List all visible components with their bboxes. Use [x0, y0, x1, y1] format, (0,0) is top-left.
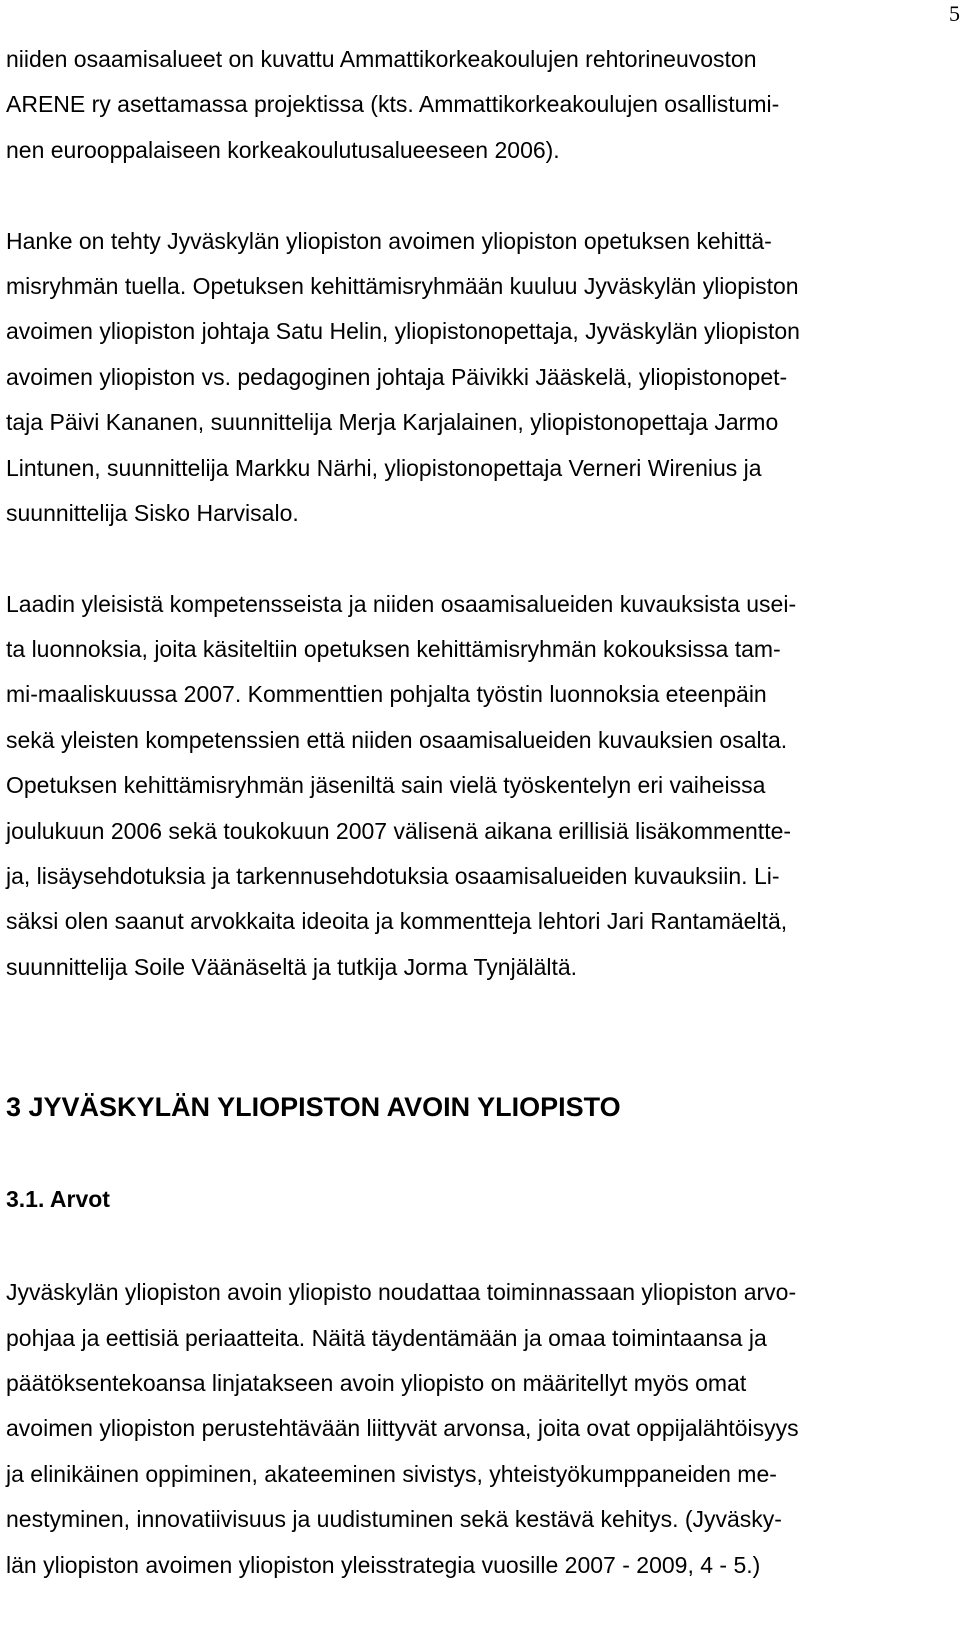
- text-line: pohjaa ja eettisiä periaatteita. Näitä täydentämään ja omaa toimintaansa ja: [6, 1324, 767, 1351]
- text-line: län yliopiston avoimen yliopiston yleisstrategia vuosille 2007 - 2009, 4 - 5.): [6, 1551, 761, 1578]
- text-line: Opetuksen kehittämisryhmän jäseniltä sain vielä työskentelyn eri vaiheissa: [6, 772, 766, 799]
- text-line: niiden osaamisalueet on kuvattu Ammattikorkeakoulujen rehtorineuvoston: [6, 46, 757, 72]
- text-line: Jyväskylän yliopiston avoin yliopisto noudattaa toiminnassaan yliopiston arvo-: [6, 1279, 797, 1306]
- paragraph-drafts: [6, 582, 926, 991]
- text-line: taja Päivi Kananen, suunnittelija Merja Karjalainen, yliopistonopettaja Jarmo: [6, 409, 779, 436]
- section-heading: 3.1. Arvot: [6, 1186, 110, 1213]
- text-line: misryhmän tuella. Opetuksen kehittämisryhmään kuuluu Jyväskylän yliopiston: [6, 272, 799, 299]
- heading-gap: [6, 1130, 926, 1177]
- text-line: Laadin yleisistä kompetensseista ja niiden osaamisalueiden kuvauksista usei-: [6, 590, 797, 617]
- text-line: nen eurooppalaiseen korkeakoulutusalueeseen 2006).: [6, 136, 560, 163]
- heading-gap: [6, 1222, 926, 1270]
- text-line: Hanke on tehty Jyväskylän yliopiston avoimen yliopiston opetuksen kehittä-: [6, 227, 772, 254]
- chapter-heading: 3 JYVÄSKYLÄN YLIOPISTON AVOIN YLIOPISTO: [6, 1092, 621, 1123]
- paragraph-values: [6, 1270, 926, 1588]
- text-line: avoimen yliopiston perustehtävään liittyvät arvonsa, joita ovat oppijalähtöisyys: [6, 1415, 799, 1442]
- text-line: mi-maaliskuussa 2007. Kommenttien pohjalta työstin luonnoksia eteenpäin: [6, 681, 767, 708]
- text-line: suunnittelija Soile Väänäseltä ja tutkija Jorma Tynjälältä.: [6, 953, 578, 980]
- text-line: ta luonnoksia, joita käsiteltiin opetuksen kehittämisryhmän kokouksissa tam-: [6, 636, 781, 663]
- text-line: joulukuun 2006 sekä toukokuun 2007 välisenä aikana erillisiä lisäkommentte-: [6, 817, 792, 844]
- paragraph-gap: [6, 173, 926, 218]
- text-line: ja elinikäinen oppiminen, akateeminen sivistys, yhteistyökumppaneiden me-: [6, 1460, 777, 1487]
- text-line: Lintunen, suunnittelija Markku Närhi, yliopistonopettaja Verneri Wirenius ja: [6, 454, 762, 481]
- text-line: säksi olen saanut arvokkaita ideoita ja kommentteja lehtori Jari Rantamäeltä,: [6, 908, 788, 935]
- paragraph-arene: [6, 37, 926, 173]
- document-body: [6, 37, 926, 1588]
- text-line: avoimen yliopiston vs. pedagoginen johtaja Päivikki Jääskelä, yliopistonopet-: [6, 363, 788, 390]
- paragraph-project-group: [6, 219, 926, 537]
- text-line: sekä yleisten kompetenssien että niiden osaamisalueiden kuvauksien osalta.: [6, 726, 788, 753]
- text-line: päätöksentekoansa linjatakseen avoin yliopisto on määritellyt myös omat: [6, 1369, 747, 1396]
- text-line: ja, lisäysehdotuksia ja tarkennusehdotuksia osaamisalueiden kuvauksiin. Li-: [6, 863, 780, 890]
- page-number: 5: [949, 1, 960, 26]
- text-line: avoimen yliopiston johtaja Satu Helin, yliopistonopettaja, Jyväskylän yliopiston: [6, 318, 800, 345]
- paragraph-gap: [6, 536, 926, 581]
- text-line: suunnittelija Sisko Harvisalo.: [6, 499, 299, 526]
- text-line: nestyminen, innovatiivisuus ja uudistuminen sekä kestävä kehitys. (Jyväsky-: [6, 1506, 782, 1533]
- section-gap: [6, 990, 926, 1085]
- text-line: ARENE ry asettamassa projektissa (kts. Ammattikorkeakoulujen osallistumi-: [6, 91, 780, 118]
